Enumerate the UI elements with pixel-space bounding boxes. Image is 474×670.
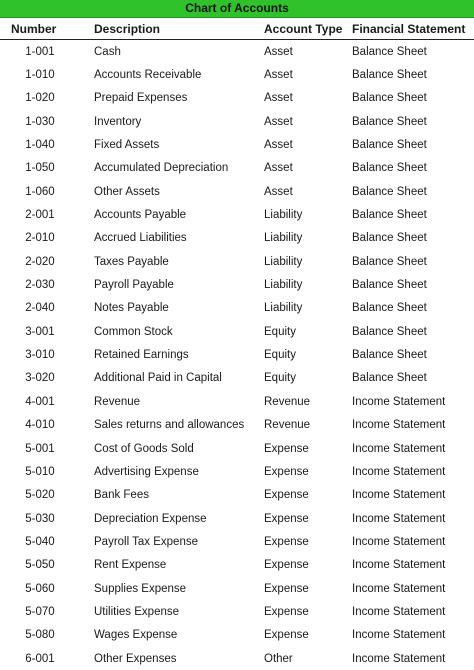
financial-statement: Income Statement: [352, 395, 446, 408]
account-number: 2-030: [25, 279, 55, 292]
account-type: Liability: [264, 279, 303, 292]
table-row: [0, 133, 474, 156]
financial-statement: Balance Sheet: [352, 302, 427, 315]
account-number: 1-040: [25, 139, 55, 152]
account-number: 5-030: [25, 512, 55, 525]
financial-statement: Balance Sheet: [352, 92, 427, 105]
financial-statement: Balance Sheet: [352, 139, 427, 152]
account-type: Expense: [264, 489, 309, 502]
account-type: Expense: [264, 512, 309, 525]
table-row: [0, 273, 474, 296]
account-description: Other Expenses: [94, 652, 177, 665]
table-row: [0, 460, 474, 483]
account-type: Expense: [264, 559, 309, 572]
account-description: Accrued Liabilities: [94, 232, 187, 245]
account-number: 4-001: [25, 395, 55, 408]
table-row: [0, 624, 474, 647]
financial-statement: Income Statement: [352, 629, 446, 642]
account-type: Expense: [264, 442, 309, 455]
account-number: 2-001: [25, 209, 55, 222]
header-account-type: Account Type: [264, 21, 343, 36]
account-type: Asset: [264, 45, 293, 58]
table-row: [0, 367, 474, 390]
account-description: Cost of Goods Sold: [94, 442, 194, 455]
account-number: 5-060: [25, 582, 55, 595]
account-type: Equity: [264, 349, 296, 362]
table-row: [0, 437, 474, 460]
account-description: Revenue: [94, 395, 141, 408]
account-description: Bank Fees: [94, 489, 149, 502]
financial-statement: Income Statement: [352, 442, 446, 455]
account-description: Retained Earnings: [94, 349, 189, 362]
account-type: Asset: [264, 139, 293, 152]
financial-statement: Balance Sheet: [352, 232, 427, 245]
account-description: Notes Payable: [94, 302, 169, 315]
account-description: Accounts Payable: [94, 209, 187, 222]
financial-statement: Balance Sheet: [352, 45, 427, 58]
table-row: [0, 250, 474, 273]
table-row: [0, 530, 474, 553]
account-type: Liability: [264, 255, 303, 268]
account-description: Other Assets: [94, 185, 160, 198]
financial-statement: Income Statement: [352, 535, 446, 548]
account-number: 1-030: [25, 115, 55, 128]
account-description: Cash: [94, 45, 121, 58]
account-number: 5-050: [25, 559, 55, 572]
account-type: Asset: [264, 162, 293, 175]
financial-statement: Balance Sheet: [352, 349, 427, 362]
account-number: 5-070: [25, 605, 55, 618]
table-row: [0, 110, 474, 133]
account-number: 1-060: [25, 185, 55, 198]
financial-statement: Balance Sheet: [352, 162, 427, 175]
financial-statement: Balance Sheet: [352, 115, 427, 128]
header-description: Description: [94, 21, 161, 36]
financial-statement: Income Statement: [352, 582, 446, 595]
table-row: [0, 484, 474, 507]
account-number: 4-010: [25, 419, 55, 432]
account-number: 2-040: [25, 302, 55, 315]
table-header: [0, 18, 474, 40]
financial-statement: Balance Sheet: [352, 325, 427, 338]
table-row: [0, 600, 474, 623]
account-type: Equity: [264, 325, 296, 338]
financial-statement: Balance Sheet: [352, 209, 427, 222]
account-type: Expense: [264, 605, 309, 618]
account-description: Depreciation Expense: [94, 512, 207, 525]
account-type: Asset: [264, 92, 293, 105]
account-type: Expense: [264, 629, 309, 642]
table-row: [0, 180, 474, 203]
account-description: Fixed Assets: [94, 139, 160, 152]
account-number: 1-020: [25, 92, 55, 105]
financial-statement: Income Statement: [352, 605, 446, 618]
sheet-title: Chart of Accounts: [0, 0, 474, 18]
account-number: 1-001: [25, 45, 55, 58]
account-type: Other: [264, 652, 293, 665]
account-type: Liability: [264, 232, 303, 245]
account-description: Taxes Payable: [94, 255, 169, 268]
financial-statement: Income Statement: [352, 489, 446, 502]
financial-statement: Balance Sheet: [352, 185, 427, 198]
table-row: [0, 320, 474, 343]
table-row: [0, 343, 474, 366]
account-number: 5-080: [25, 629, 55, 642]
financial-statement: Income Statement: [352, 559, 446, 572]
table-body: [0, 40, 474, 670]
account-description: Common Stock: [94, 325, 173, 338]
account-description: Payroll Tax Expense: [94, 535, 198, 548]
account-type: Liability: [264, 302, 303, 315]
account-description: Rent Expense: [94, 559, 167, 572]
table-row: [0, 414, 474, 437]
table-row: [0, 390, 474, 413]
financial-statement: Income Statement: [352, 652, 446, 665]
account-type: Liability: [264, 209, 303, 222]
account-number: 2-020: [25, 255, 55, 268]
account-description: Supplies Expense: [94, 582, 187, 595]
account-type: Revenue: [264, 395, 311, 408]
account-number: 3-020: [25, 372, 55, 385]
account-description: Additional Paid in Capital: [94, 372, 222, 385]
account-type: Expense: [264, 465, 309, 478]
table-row: [0, 554, 474, 577]
account-description: Sales returns and allowances: [94, 419, 245, 432]
account-number: 5-001: [25, 442, 55, 455]
table-row: [0, 227, 474, 250]
account-description: Prepaid Expenses: [94, 92, 188, 105]
account-type: Expense: [264, 535, 309, 548]
account-number: 5-040: [25, 535, 55, 548]
account-type: Asset: [264, 69, 293, 82]
account-number: 3-001: [25, 325, 55, 338]
financial-statement: Balance Sheet: [352, 255, 427, 268]
account-description: Accounts Receivable: [94, 69, 202, 82]
account-number: 5-010: [25, 465, 55, 478]
header-number: Number: [11, 21, 57, 36]
table-row: [0, 63, 474, 86]
account-description: Utilities Expense: [94, 605, 180, 618]
account-description: Accumulated Depreciation: [94, 162, 229, 175]
table-row: [0, 203, 474, 226]
table-row: [0, 157, 474, 180]
financial-statement: Balance Sheet: [352, 69, 427, 82]
account-type: Asset: [264, 185, 293, 198]
account-description: Inventory: [94, 115, 142, 128]
account-type: Revenue: [264, 419, 311, 432]
account-number: 5-020: [25, 489, 55, 502]
account-number: 1-010: [25, 69, 55, 82]
table-row: [0, 40, 474, 63]
financial-statement: Income Statement: [352, 419, 446, 432]
table-row: [0, 297, 474, 320]
account-description: Payroll Payable: [94, 279, 174, 292]
account-description: Wages Expense: [94, 629, 178, 642]
account-number: 1-050: [25, 162, 55, 175]
financial-statement: Balance Sheet: [352, 279, 427, 292]
table-row: [0, 577, 474, 600]
account-type: Expense: [264, 582, 309, 595]
account-type: Asset: [264, 115, 293, 128]
account-type: Equity: [264, 372, 296, 385]
account-number: 2-010: [25, 232, 55, 245]
account-number: 3-010: [25, 349, 55, 362]
account-number: 6-001: [25, 652, 55, 665]
financial-statement: Income Statement: [352, 512, 446, 525]
financial-statement: Balance Sheet: [352, 372, 427, 385]
table-row: [0, 507, 474, 530]
account-description: Advertising Expense: [94, 465, 199, 478]
table-row: [0, 87, 474, 110]
financial-statement: Income Statement: [352, 465, 446, 478]
header-financial-statement: Financial Statement: [352, 21, 466, 36]
